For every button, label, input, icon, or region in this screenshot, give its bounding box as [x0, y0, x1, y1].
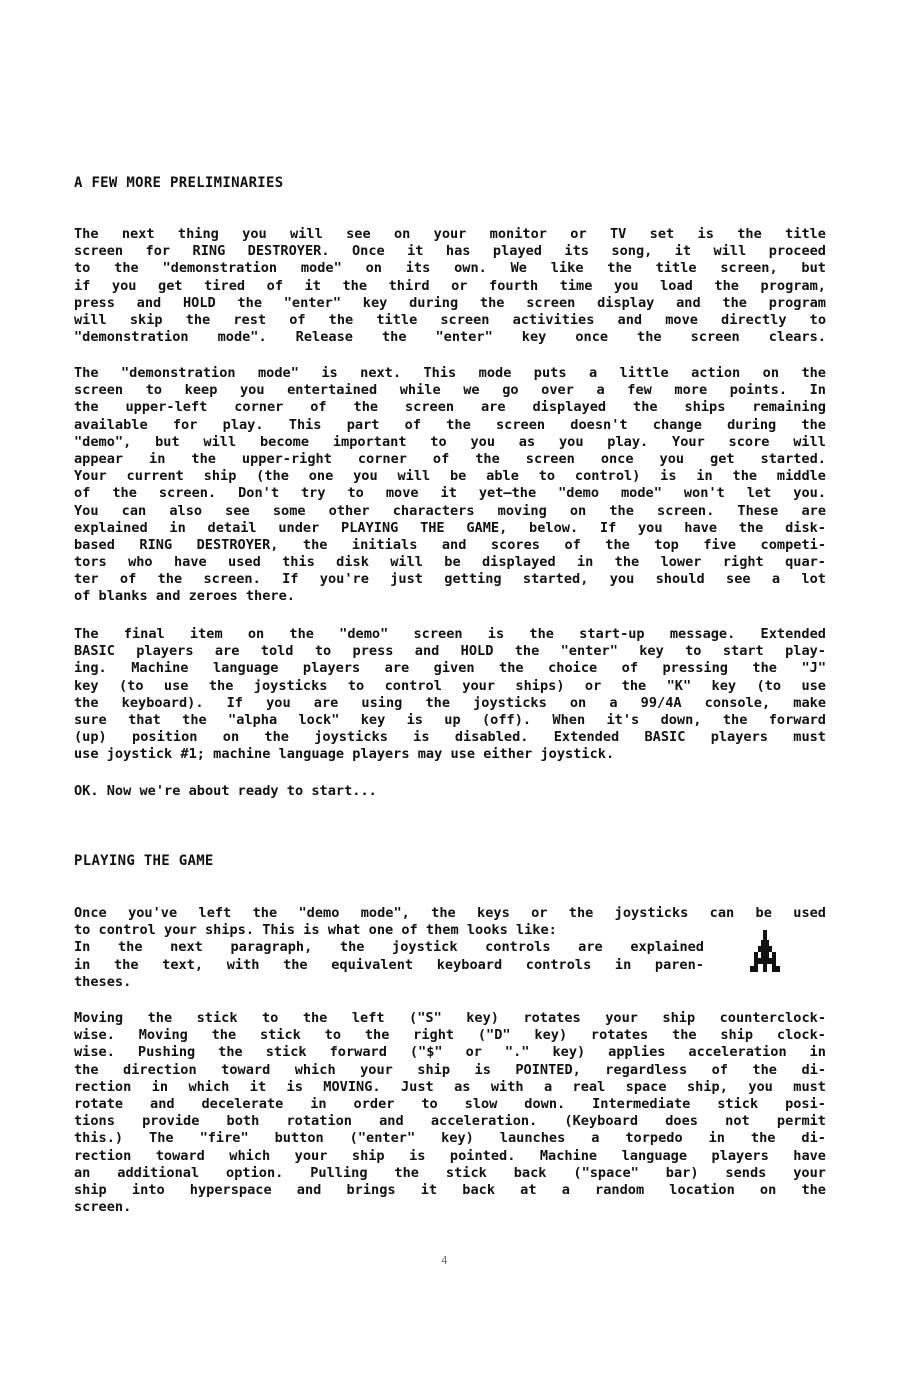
- text-line: the direction toward which your ship is POINTED, regardless of the di-: [74, 1061, 826, 1078]
- text-line: to the "demonstration mode" on its own. We like the title screen, but: [74, 260, 826, 277]
- text-line: In the next paragraph, the joystick controls are explained: [74, 939, 704, 956]
- paragraph-ready: [74, 783, 826, 800]
- text-line: ing. Machine language players are given the choice of pressing the "J": [74, 660, 826, 677]
- text-line: Once you've left the "demo mode", the keys or the joysticks can be used: [74, 905, 826, 921]
- text-line: theses.: [74, 973, 132, 990]
- text-line: Moving the stick to the left ("S" key) rotates your ship counterclock-: [74, 1010, 826, 1026]
- text-line: ship into hyperspace and brings it back at a random location on the: [74, 1181, 826, 1198]
- text-line: explained in detail under PLAYING THE GAME, below. If you have the disk-: [74, 519, 826, 536]
- text-line: based RING DESTROYER, the initials and scores of the top five competi-: [74, 536, 826, 553]
- text-line: press and HOLD the "enter" key during the screen display and the program: [74, 294, 826, 311]
- text-line: ter of the screen. If you're just getting started, you should see a lot: [74, 571, 826, 588]
- text-line: an additional option. Pulling the stick back ("space" bar) sends your: [74, 1164, 826, 1181]
- paragraph-demonstration-mode: [74, 365, 826, 606]
- text-line: will skip the rest of the title screen activities and move directly to: [74, 311, 826, 328]
- ship-icon: [748, 928, 782, 976]
- text-line: The "demonstration mode" is next. This mode puts a little action on the: [74, 365, 826, 381]
- text-line: wise. Pushing the stick forward ("$" or "." key) applies acceleration in: [74, 1044, 826, 1061]
- text-line: sure that the "alpha lock" key is up (off). When it's down, the forward: [74, 711, 826, 728]
- text-line: in the text, with the equivalent keyboard controls in paren-: [74, 956, 704, 973]
- page-number: 4: [441, 1254, 448, 1267]
- text-line: of blanks and zeroes there.: [74, 588, 295, 605]
- paragraph-title-screen: [74, 226, 826, 346]
- paragraph-joystick-controls: [74, 1010, 826, 1216]
- text-line: wise. Moving the stick to the right ("D" key) rotates the ship clock-: [74, 1027, 826, 1044]
- text-line: Your current ship (the one you will be able to control) is in the middle: [74, 468, 826, 485]
- section-heading-playing-the-game: PLAYING THE GAME: [74, 853, 214, 869]
- text-line: tors who have used this disk will be displayed in the lower right quar-: [74, 554, 826, 571]
- text-line: tions provide both rotation and acceleration. (Keyboard does not permit: [74, 1113, 826, 1130]
- text-line: available for play. This part of the screen doesn't change during the: [74, 416, 826, 433]
- text-line: (up) position on the joysticks is disabled. Extended BASIC players must: [74, 729, 826, 746]
- paragraph-controls-intro: [74, 905, 826, 991]
- text-line: if you get tired of it the third or fourth time you load the program,: [74, 277, 826, 294]
- text-line: BASIC players are told to press and HOLD the "enter" key to start play-: [74, 643, 826, 660]
- text-line: OK. Now we're about ready to start...: [74, 783, 377, 799]
- text-line: the keyboard). If you are using the joysticks on a 99/4A console, make: [74, 694, 826, 711]
- text-line: of the screen. Don't try to move it yet—the "demo mode" won't let you.: [74, 485, 826, 502]
- text-line: The final item on the "demo" screen is the start-up message. Extended: [74, 626, 826, 642]
- text-line: You can also see some other characters moving on the screen. These are: [74, 502, 826, 519]
- text-line: The next thing you will see on your monitor or TV set is the title: [74, 226, 826, 242]
- text-line: rotate and decelerate in order to slow down. Intermediate stick posi-: [74, 1095, 826, 1112]
- text-line: key (to use the joysticks to control your ships) or the "K" key (to use: [74, 677, 826, 694]
- text-line: this.) The "fire" button ("enter" key) launches a torpedo in the di-: [74, 1130, 826, 1147]
- paragraph-start-up-message: [74, 626, 826, 764]
- text-line: "demonstration mode". Release the "enter" key once the screen clears.: [74, 329, 826, 346]
- text-line: use joystick #1; machine language players may use either joystick.: [74, 746, 615, 763]
- text-line: to control your ships. This is what one of them looks like:: [74, 922, 557, 939]
- text-line: rection toward which your ship is pointed. Machine language players have: [74, 1147, 826, 1164]
- text-line: the upper-left corner of the screen are displayed the ships remaining: [74, 399, 826, 416]
- text-line: "demo", but will become important to you as you play. Your score will: [74, 433, 826, 450]
- text-line: screen to keep you entertained while we go over a few more points. In: [74, 382, 826, 399]
- text-line: screen.: [74, 1199, 132, 1216]
- text-line: screen for RING DESTROYER. Once it has played its song, it will proceed: [74, 243, 826, 260]
- text-line: appear in the upper-right corner of the screen once you get started.: [74, 450, 826, 467]
- text-line: rection in which it is MOVING. Just as with a real space ship, you must: [74, 1078, 826, 1095]
- section-heading-preliminaries: A FEW MORE PRELIMINARIES: [74, 175, 284, 191]
